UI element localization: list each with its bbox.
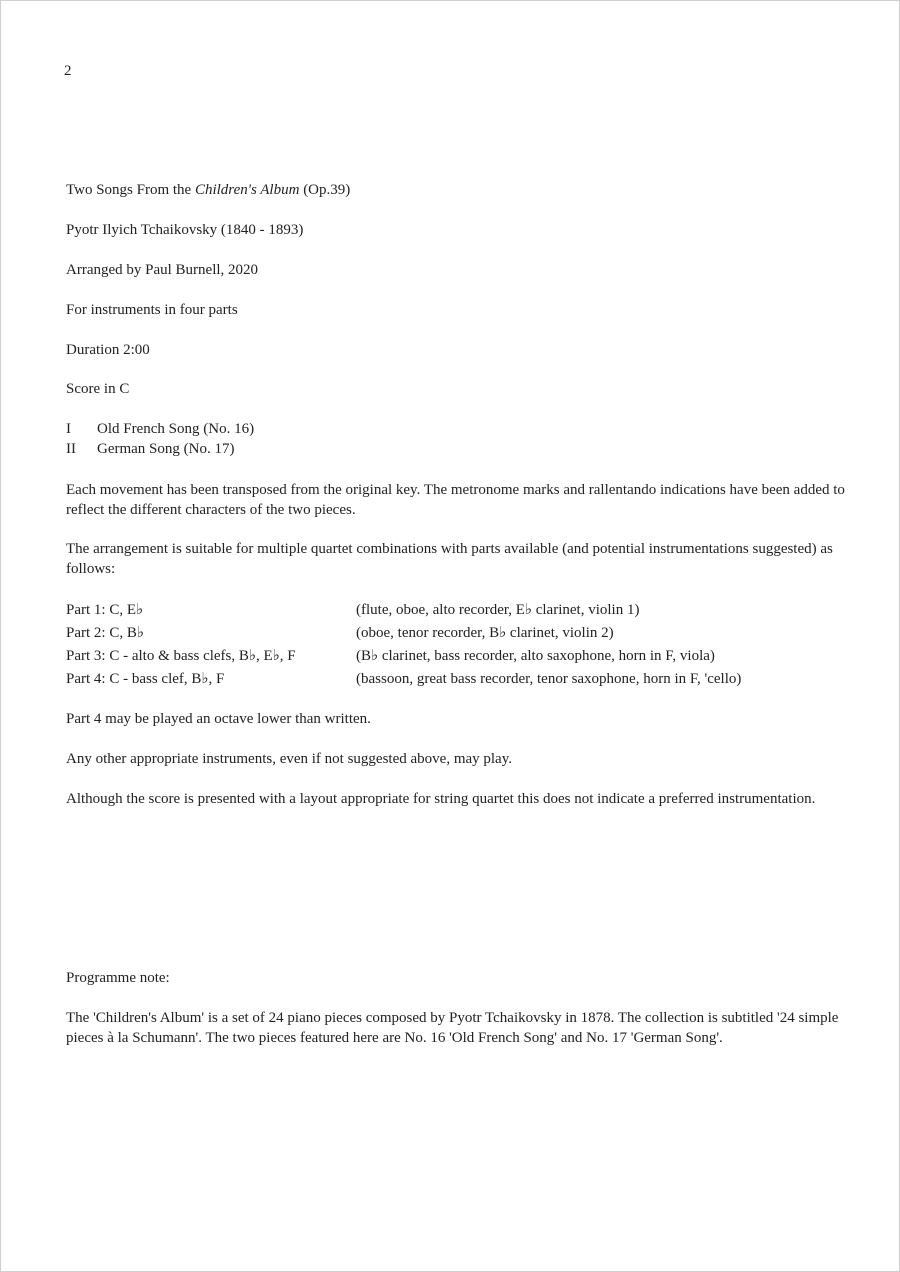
movement-number: I <box>66 421 71 437</box>
part-label: Part 2: C, B♭ <box>66 625 144 641</box>
octave-paragraph: Part 4 may be played an octave lower than written. <box>66 711 371 727</box>
title-italic: Children's Album <box>194 182 300 198</box>
page-number: 2 <box>64 63 72 79</box>
composer-line: Pyotr Ilyich Tchaikovsky (1840 - 1893) <box>66 222 304 238</box>
title-prefix: Two Songs From the <box>66 182 192 198</box>
title-line <box>66 180 350 200</box>
title-suffix: (Op.39) <box>303 182 351 198</box>
movement-title: Old French Song (No. 16) <box>97 421 255 437</box>
transposition-paragraph: Each movement has been transposed from the original key. The metronome marks and rallentando indications have been added to reflect the different characters of the two pieces. <box>66 482 845 518</box>
movement-title: German Song (No. 17) <box>97 441 235 457</box>
other-instruments-paragraph: Any other appropriate instruments, even if not suggested above, may play. <box>66 751 512 767</box>
instruments-line: For instruments in four parts <box>66 302 238 318</box>
part-instruments: (bassoon, great bass recorder, tenor saxophone, horn in F, 'cello) <box>356 671 742 687</box>
programme-note-text: The 'Children's Album' is a set of 24 piano pieces composed by Pyotr Tchaikovsky in 1878. The collection is subtitled '24 simple pieces à la Schumann'. The two pieces featured here are No. 16 'Old French Song' and No. 17 'German Song'. <box>66 1010 839 1046</box>
movement-item <box>66 439 234 459</box>
arrangement-paragraph: The arrangement is suitable for multiple quartet combinations with parts available (and potential instrumentations suggested) as follows: <box>66 541 833 577</box>
score-line: Score in C <box>66 381 130 397</box>
part-instruments: (flute, oboe, alto recorder, E♭ clarinet, violin 1) <box>356 602 640 618</box>
layout-paragraph: Although the score is presented with a layout appropriate for string quartet this does not indicate a preferred instrumentation. <box>66 791 816 807</box>
part-label: Part 3: C - alto & bass clefs, B♭, E♭, F <box>66 648 296 664</box>
movement-item <box>66 419 254 439</box>
part-instruments: (oboe, tenor recorder, B♭ clarinet, violin 2) <box>356 625 614 641</box>
programme-note-heading: Programme note: <box>66 970 170 986</box>
movement-number: II <box>66 441 76 457</box>
part-label: Part 1: C, E♭ <box>66 602 144 618</box>
part-label: Part 4: C - bass clef, B♭, F <box>66 671 225 687</box>
part-instruments: (B♭ clarinet, bass recorder, alto saxophone, horn in F, viola) <box>356 648 715 664</box>
arranger-line: Arranged by Paul Burnell, 2020 <box>66 262 259 278</box>
duration-line: Duration 2:00 <box>66 342 150 358</box>
